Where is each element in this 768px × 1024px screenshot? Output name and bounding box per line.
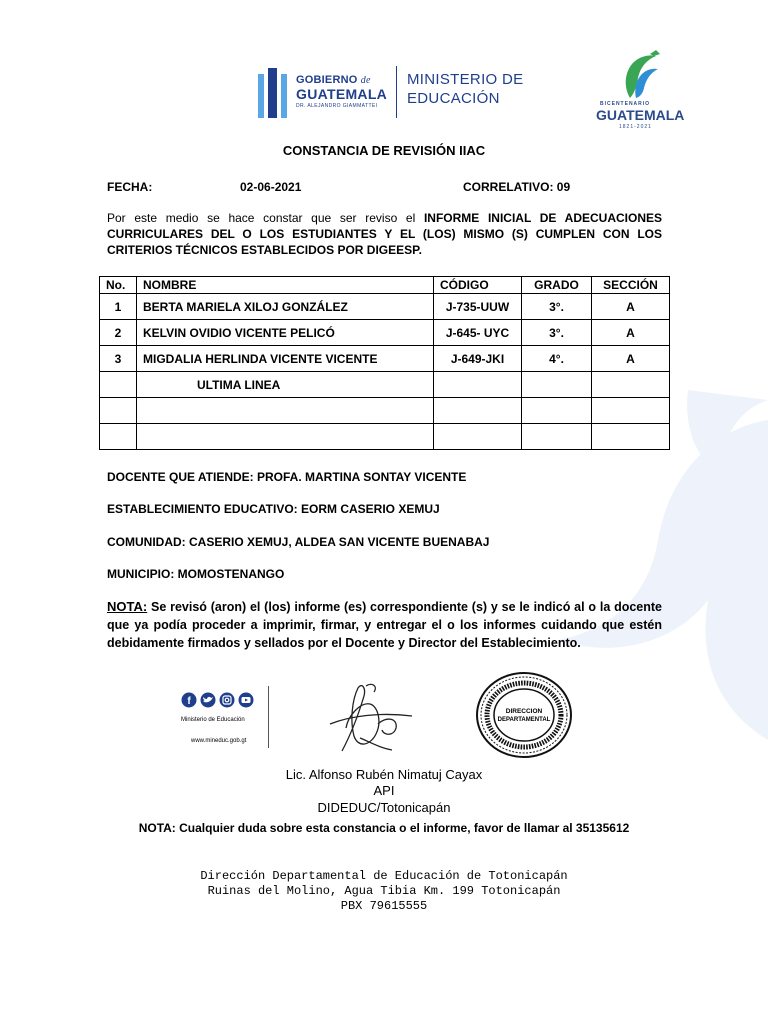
comunidad-line: COMUNIDAD: CASERIO XEMUJ, ALDEA SAN VICENTE BUENABAJ	[107, 535, 490, 549]
municipio-line: MUNICIPIO: MOMOSTENANGO	[107, 567, 285, 581]
signer-name: Lic. Alfonso Rubén Nimatuj Cayax	[285, 767, 483, 782]
col-seccion-header: SECCIÓN	[592, 277, 670, 294]
intro-paragraph: Por este medio se hace constar que ser reviso el INFORME INICIAL DE ADECUACIONES CURRICULARES DEL O LOS ESTUDIANTES Y EL (LOS) MISMO (S) CUMPLEN CON LOS CRITERIOS TÉCNICOS ESTABLECIDOS POR DIGEESP.	[107, 211, 663, 257]
cell-seccion	[592, 424, 670, 450]
cell-seccion	[592, 398, 670, 424]
cell-seccion: A	[592, 294, 670, 320]
cell-no	[100, 372, 137, 398]
cell-grado	[522, 372, 592, 398]
cell-no: 3	[100, 346, 137, 372]
cell-nombre	[137, 424, 434, 450]
bicentenario-quetzal-icon	[610, 50, 662, 100]
footer-address	[0, 869, 768, 914]
gobierno-label: GOBIERNO de	[296, 74, 371, 86]
cell-codigo: J-735-UUW	[434, 294, 522, 320]
official-seal-stamp	[474, 670, 574, 760]
cell-seccion: A	[592, 320, 670, 346]
handwritten-signature	[320, 676, 420, 756]
cell-no	[100, 424, 137, 450]
svg-text:f: f	[187, 696, 191, 707]
footer-phone: PBX 79615555	[340, 899, 428, 913]
col-nombre-header: NOMBRE	[137, 277, 434, 294]
ministerio-label: MINISTERIO DE EDUCACIÓN	[407, 71, 524, 107]
cell-grado: 4°.	[522, 346, 592, 372]
bicentenario-guatemala-label: GUATEMALA	[596, 107, 685, 123]
table-row	[100, 294, 670, 320]
cell-codigo	[434, 398, 522, 424]
cell-no	[100, 398, 137, 424]
signer-role: API	[373, 783, 395, 798]
table-row	[100, 398, 670, 424]
cell-seccion: A	[592, 346, 670, 372]
table-row	[100, 346, 670, 372]
col-no-header: No.	[100, 277, 137, 294]
docente-line: DOCENTE QUE ATIENDE: PROFA. MARTINA SONTAY VICENTE	[107, 470, 467, 484]
cell-nombre	[137, 398, 434, 424]
contact-note: NOTA: Cualquier duda sobre esta constancia o el informe, favor de llamar al 35135612	[138, 821, 630, 835]
cell-no: 1	[100, 294, 137, 320]
cell-nombre: KELVIN OVIDIO VICENTE PELICÓ	[137, 320, 434, 346]
correlativo: CORRELATIVO: 09	[463, 180, 571, 194]
website-label: www.mineduc.gob.gt	[191, 738, 247, 744]
cell-grado	[522, 398, 592, 424]
cell-seccion	[592, 372, 670, 398]
establecimiento-line: ESTABLECIMIENTO EDUCATIVO: EORM CASERIO XEMUJ	[107, 502, 440, 516]
header-divider	[396, 66, 397, 118]
svg-text:DIRECCION: DIRECCION	[505, 708, 543, 715]
instagram-icon	[220, 693, 235, 708]
fecha-value: 02-06-2021	[240, 180, 302, 194]
cell-codigo	[434, 372, 522, 398]
table-row	[100, 320, 670, 346]
svg-text:DEPARTAMENTAL: DEPARTAMENTAL	[497, 717, 551, 723]
president-label: DR. ALEJANDRO GIAMMATTEI	[296, 103, 378, 109]
cell-codigo	[434, 424, 522, 450]
social-divider	[268, 686, 269, 748]
cell-codigo: J-645- UYC	[434, 320, 522, 346]
ministerio-small-label: Ministerio de Educación	[181, 717, 245, 723]
cell-no: 2	[100, 320, 137, 346]
guatemala-label: GUATEMALA	[296, 86, 388, 102]
cell-nombre: ULTIMA LINEA	[137, 372, 434, 398]
cell-grado	[522, 424, 592, 450]
bicentenario-small-label: BICENTENARIO	[600, 101, 651, 107]
cell-grado: 3°.	[522, 320, 592, 346]
social-media-icons	[181, 692, 257, 708]
col-grado-header: GRADO	[522, 277, 592, 294]
footer-line1: Dirección Departamental de Educación de Totonicapán	[200, 869, 568, 883]
cell-grado: 3°.	[522, 294, 592, 320]
students-table	[99, 276, 670, 450]
gobierno-flag-icon	[256, 66, 292, 118]
document-title: CONSTANCIA DE REVISIÓN IIAC	[282, 143, 486, 158]
cell-codigo: J-649-JKI	[434, 346, 522, 372]
signer-office: DIDEDUC/Totonicapán	[317, 800, 451, 815]
table-row	[100, 372, 670, 398]
col-codigo-header: CÓDIGO	[434, 277, 522, 294]
fecha-label: FECHA:	[107, 180, 153, 194]
table-header-row	[100, 277, 670, 294]
bicentenario-years-label: 1821-2021	[619, 124, 652, 130]
footer-line2: Ruinas del Molino, Agua Tibia Km. 199 Totonicapán	[207, 884, 561, 898]
cell-nombre: BERTA MARIELA XILOJ GONZÁLEZ	[137, 294, 434, 320]
nota-paragraph: NOTA: Se revisó (aron) el (los) informe (es) correspondiente (s) y se le indicó al o la docente que ya podía proceder a imprimir, firmar, y entregar el o los informes cuidando que estén debidamente firmados y sellados por el Docente y Director del Establecimiento.	[107, 599, 662, 650]
table-row	[100, 424, 670, 450]
cell-nombre: MIGDALIA HERLINDA VICENTE VICENTE	[137, 346, 434, 372]
